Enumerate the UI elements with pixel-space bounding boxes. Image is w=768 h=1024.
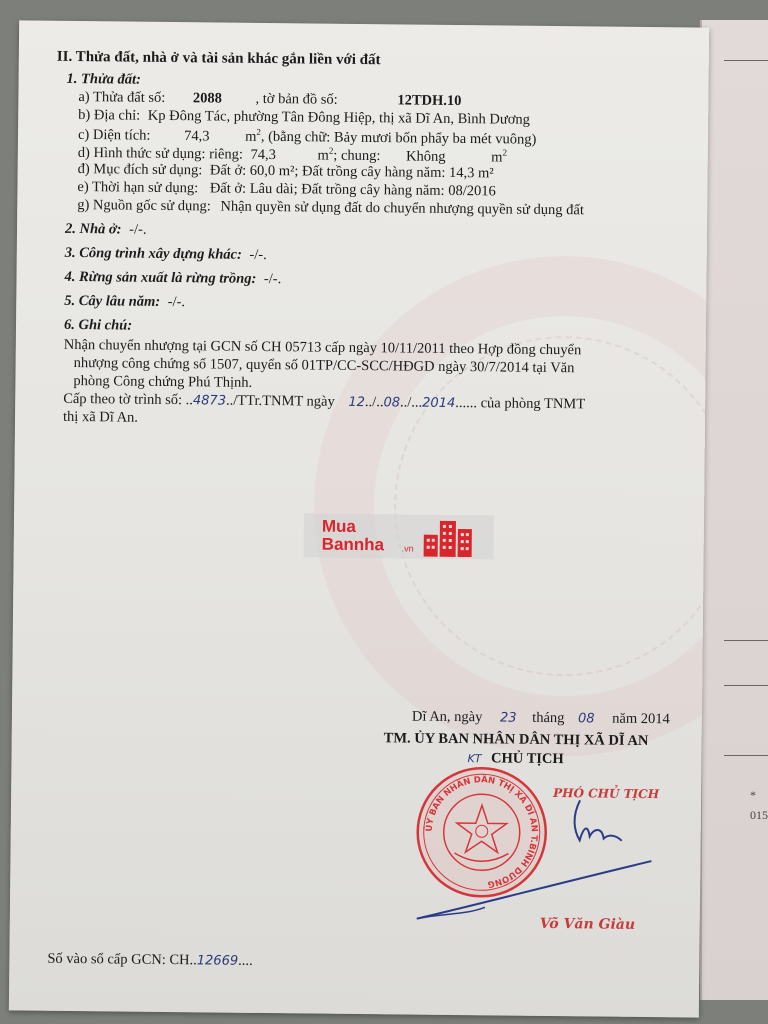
usage-common-unit-sup: 2 — [502, 147, 508, 158]
registry-label: Số vào sổ cấp GCN: CH.. — [47, 950, 197, 969]
issue-day: 12 — [348, 394, 366, 411]
usage-form-label: d) Hình thức sử dụng: riêng: — [77, 144, 244, 163]
notes-line-2: nhượng công chứng số 1507, quyển số 01TP/CC-SCC/HĐGD ngày 30/7/2014 tại Văn — [73, 355, 575, 377]
date-month-label: tháng — [532, 709, 565, 727]
logo-line-2: Bannha — [321, 534, 385, 555]
date-place: Dĩ An, ngày — [411, 708, 483, 726]
area-unit: m — [245, 128, 257, 145]
area-words: , (bằng chữ: Bảy mươi bốn phẩy ba mét vuông) — [260, 128, 537, 148]
notes-line-1: Nhận chuyển nhượng tại GCN số CH 05713 cấp ngày 10/11/2011 theo Hợp đồng chuyển — [63, 336, 582, 359]
authority-line-1: TM. ỦY BAN NHÂN DÂN THỊ XÃ DĨ AN — [383, 730, 649, 750]
usage-common-unit: m — [491, 149, 503, 166]
date-year: năm 2014 — [612, 710, 670, 728]
signer-name: Võ Văn Giàu — [539, 915, 636, 933]
area-value: 74,3 — [184, 127, 210, 145]
logo-line-1: Mua — [321, 516, 357, 536]
registry-number: 12669 — [196, 953, 239, 969]
registry-suffix: .... — [238, 952, 253, 969]
stamp-text: ỦY BAN NHÂN DÂN THỊ XÃ DĨ AN T.BÌNH DƯƠNG — [424, 775, 539, 890]
usage-unit-sup: 2 — [328, 145, 334, 156]
usage-common-label: ; chung: — [333, 147, 381, 165]
land-heading: 1. Thửa đất: — [66, 70, 142, 88]
parcel-number: 2088 — [192, 90, 223, 107]
term-value: Đất ở: Lâu dài; Đất trồng cây hàng năm: 08/2016 — [209, 180, 496, 200]
issue-number: 4873 — [192, 393, 227, 409]
construction-value: -/-. — [249, 246, 267, 264]
section-title: II. Thửa đất, nhà ở và tài sản khác gắn liền với đất — [56, 48, 381, 69]
date-month: 08 — [577, 711, 595, 727]
house-value: -/-. — [129, 221, 147, 238]
next-page-code: 015 — [750, 808, 768, 822]
issue-month: 08 — [383, 395, 401, 411]
area-label: c) Diện tích: — [77, 126, 151, 144]
address-label: b) Địa chỉ: — [78, 107, 141, 124]
forest-value: -/-. — [263, 270, 282, 288]
map-label: , tờ bản đồ số: — [255, 90, 338, 108]
address-value: Kp Đông Tác, phường Tân Đông Hiệp, thị xã Dĩ An, Bình Dương — [147, 107, 531, 128]
issue-prefix: Cấp theo tờ trình số: .. — [63, 390, 194, 409]
buildings-icon — [422, 517, 482, 558]
logo-domain: .vn — [401, 543, 414, 554]
muabannha-watermark-logo — [304, 513, 494, 559]
authority-chairman: CHỦ TỊCH — [490, 750, 564, 768]
perennial-value: -/-. — [167, 293, 186, 311]
usage-private-value: 74,3 — [250, 146, 277, 163]
issue-line-last: thị xã Dĩ An. — [62, 408, 139, 426]
date-day: 23 — [499, 710, 517, 726]
usage-common-value: Không — [406, 148, 446, 165]
next-page-edge — [700, 20, 768, 1000]
origin-value: Nhận quyền sử dụng đất do chuyển nhượng quyền sử dụng đất — [220, 198, 584, 219]
signature-stroke-icon — [415, 855, 656, 928]
next-page-mark: * — [750, 788, 756, 802]
origin-line — [77, 197, 584, 219]
perennial-heading: 5. Cây lâu năm: — [64, 292, 161, 310]
issue-suffix: ...... của phòng TNMT — [455, 395, 586, 413]
registry-line — [47, 951, 252, 970]
notes-heading: 6. Ghi chú: — [63, 316, 133, 334]
term-label: e) Thời hạn sử dụng: — [77, 179, 199, 197]
issue-year: 2014 — [422, 395, 456, 412]
forest-line — [64, 269, 281, 288]
issue-line: Cấp theo tờ trình số: ..4873../TTr.TNMT ngày 12../..08../...2014...... của phòng TNMT — [63, 390, 586, 413]
usage-unit: m — [317, 147, 329, 164]
issue-mid: ../TTr.TNMT ngày — [225, 392, 339, 410]
perennial-line — [64, 293, 185, 311]
map-number: 12TDH.10 — [397, 92, 462, 110]
construction-heading: 3. Công trình xây dựng khác: — [64, 244, 242, 263]
signature-scribble-icon — [565, 796, 626, 857]
purpose-value: Đất ở: 60,0 m²; Đất trồng cây hàng năm: 14,3 m² — [209, 162, 494, 182]
house-line — [65, 221, 147, 239]
origin-label: g) Nguồn gốc sử dụng: — [77, 197, 211, 215]
authority-kt: KT — [467, 752, 482, 766]
house-heading: 2. Nhà ở: — [64, 220, 122, 238]
vice-chairman-stamp: PHÓ CHỦ TỊCH — [553, 786, 660, 802]
construction-line — [65, 245, 267, 264]
parcel-label: a) Thửa đất số: — [78, 89, 166, 106]
notes-line-3: phòng Công chứng Phú Thịnh. — [73, 373, 253, 391]
area-unit-sup: 2 — [256, 126, 261, 137]
forest-heading: 4. Rừng sản xuất là rừng trồng: — [64, 268, 257, 287]
date-line — [412, 709, 670, 729]
certificate-page — [9, 20, 709, 1017]
purpose-label: đ) Mục đích sử dụng: — [77, 161, 203, 179]
